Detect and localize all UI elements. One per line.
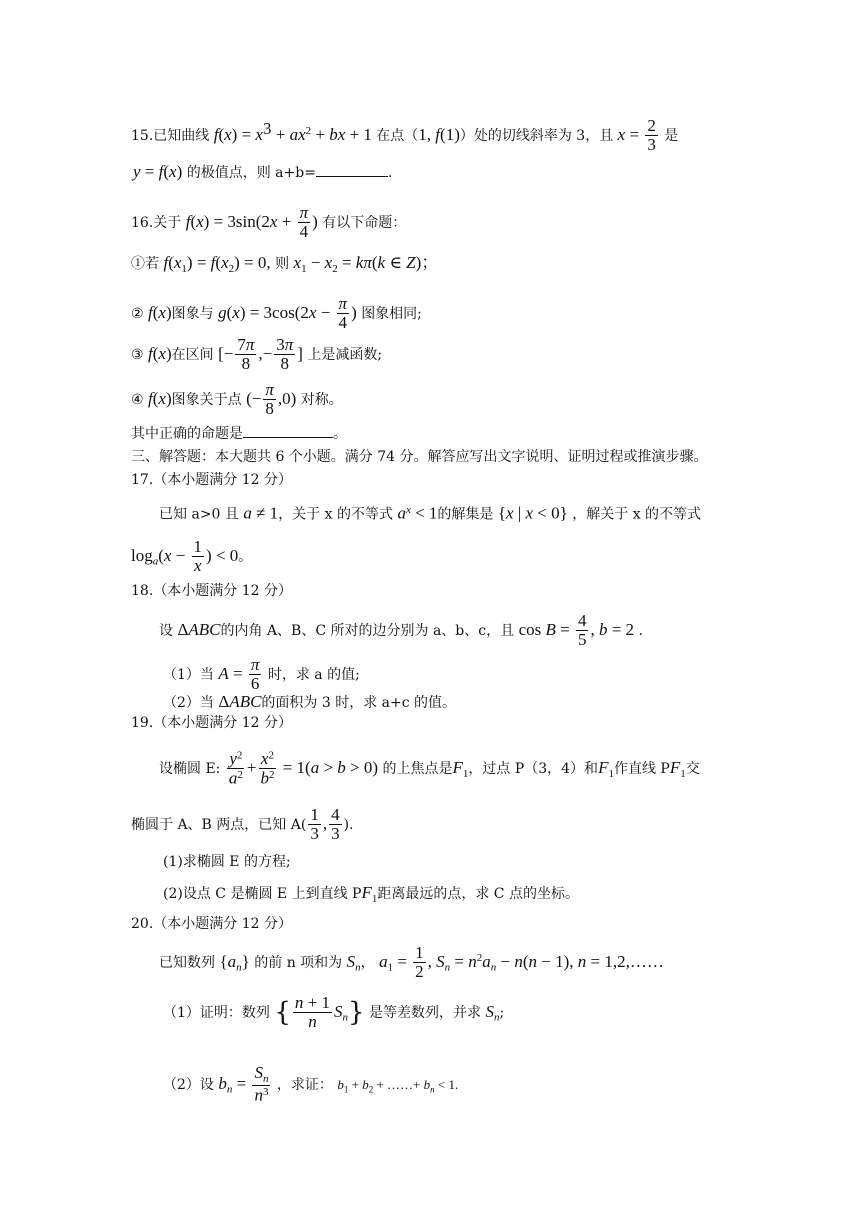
q18-stem: 设 ΔABC的内角 A、B、C 所对的边分别为 a、b、c，且 cos B = $\frac{4}{5}$ , b = 2 . bbox=[159, 611, 643, 649]
q17-line1: 已知 a>0 且 a ≠ 1，关于 x 的不等式 $a^x < 1$的解集是 {x | x < 0} ，解关于 x 的不等式 bbox=[159, 503, 702, 523]
q20-part1: （1）证明：数列 { $\frac{n + 1}{n}$ $S_n$} 是等差数列，并求 $S_n$; bbox=[163, 993, 505, 1031]
q16-pi-over-4: $\frac{\pi}{4}$ bbox=[299, 203, 309, 241]
q20-stem: 已知数列 $\{a_n\}$ 的前 n 项和为 $S_n$， $a_1$ = $\frac{1}{2}$ , $S_n = n^2a_n - n(n - 1)$, n = 1,2,…… bbox=[159, 943, 664, 981]
q15-fraction: $\frac{2}{3}$ bbox=[647, 116, 656, 154]
q15-answer-blank[interactable] bbox=[316, 176, 388, 177]
q15-curve-formula: f bbox=[213, 124, 219, 144]
q17-line2: $\log_a(x$ − $\frac{1}{x}$ ) < 0。 bbox=[131, 537, 253, 575]
q19-stem-line1: 设椭圆 E: $\frac{y^2}{a^2}$ + $\frac{x^2}{b^2}$ = 1(a > b > 0) 的上焦点是$F_1$，过点 P（3，4）和$F_1$作直线 $PF_1$交 bbox=[159, 749, 700, 788]
q19-part1: (1)求椭圆 E 的方程; bbox=[163, 854, 291, 870]
q15-line1: 15.已知曲线 $f(x) = x^3 + ax^2$ + bx + 1 在点（1, f(1)）处的切线斜率为 3，且 x = $\frac{2}{3}$ 是 bbox=[131, 116, 679, 154]
q18-part2: （2）当 ΔABC的面积为 3 时，求 a+c 的值。 bbox=[163, 692, 457, 711]
q16-conclusion: 其中正确的命题是 。 bbox=[131, 426, 347, 442]
q15-number: 15. bbox=[131, 127, 154, 144]
q17-heading: 17.（本小题满分 12 分） bbox=[131, 472, 292, 488]
q16-number: 16. bbox=[131, 214, 154, 231]
q18-heading: 18.（本小题满分 12 分） bbox=[131, 583, 292, 599]
q20-part2: （2）设 $b_n$ = $\frac{S_n}{n^3}$ ，求证： $b_1 + b_2$ + ……+ $b_n < 1$. bbox=[163, 1063, 459, 1105]
q19-heading: 19.（本小题满分 12 分） bbox=[131, 715, 292, 731]
q16-item2: ② f(x)图象与 g(x) = 3cos(2x − $\frac{\pi}{4}$ ) 图象相同; bbox=[131, 294, 422, 332]
q16-item3: ③ f(x)在区间 [− $\frac{7\pi}{8}$ ,− $\frac{3\pi}{8}$ ] 上是减函数; bbox=[131, 335, 383, 373]
q16-stem: 16.关于 f(x) = 3sin(2x + $\frac{\pi}{4}$ ) 有以下命题： bbox=[131, 203, 407, 241]
q15-line2: y = f(x) 的极值点，则 a+b= . bbox=[133, 162, 393, 181]
q16-item1: ①若 $f(x_1) = f(x_2) = 0$, 则 $x_1 - x_2 = k\pi(k$ ∈ Z)； bbox=[131, 253, 439, 275]
q16-answer-blank[interactable] bbox=[243, 437, 333, 438]
section-3-heading: 三、解答题：本大题共 6 个小题。满分 74 分。解答应写出文字说明、证明过程或推演步骤。 bbox=[131, 449, 708, 465]
q19-stem-line2: 椭圆于 A、B 两点，已知 A( $\frac{1}{3}$ , $\frac{4}{3}$ ). bbox=[131, 805, 354, 843]
q16-item4: ④ f(x)图象关于点 (− $\frac{\pi}{8}$ ,0) 对称。 bbox=[131, 380, 343, 418]
q20-inequality: $b_1 + b_2$ + ……+ $b_n < 1$. bbox=[337, 1076, 459, 1095]
q19-part2: (2)设点 C 是椭圆 E 上到直线 $PF_1$距离最远的点，求 C 点的坐标。 bbox=[163, 883, 579, 905]
q18-part1: （1）当 A = $\frac{\pi}{6}$ 时，求 a 的值; bbox=[163, 655, 360, 693]
q20-heading: 20.（本小题满分 12 分） bbox=[131, 916, 292, 932]
